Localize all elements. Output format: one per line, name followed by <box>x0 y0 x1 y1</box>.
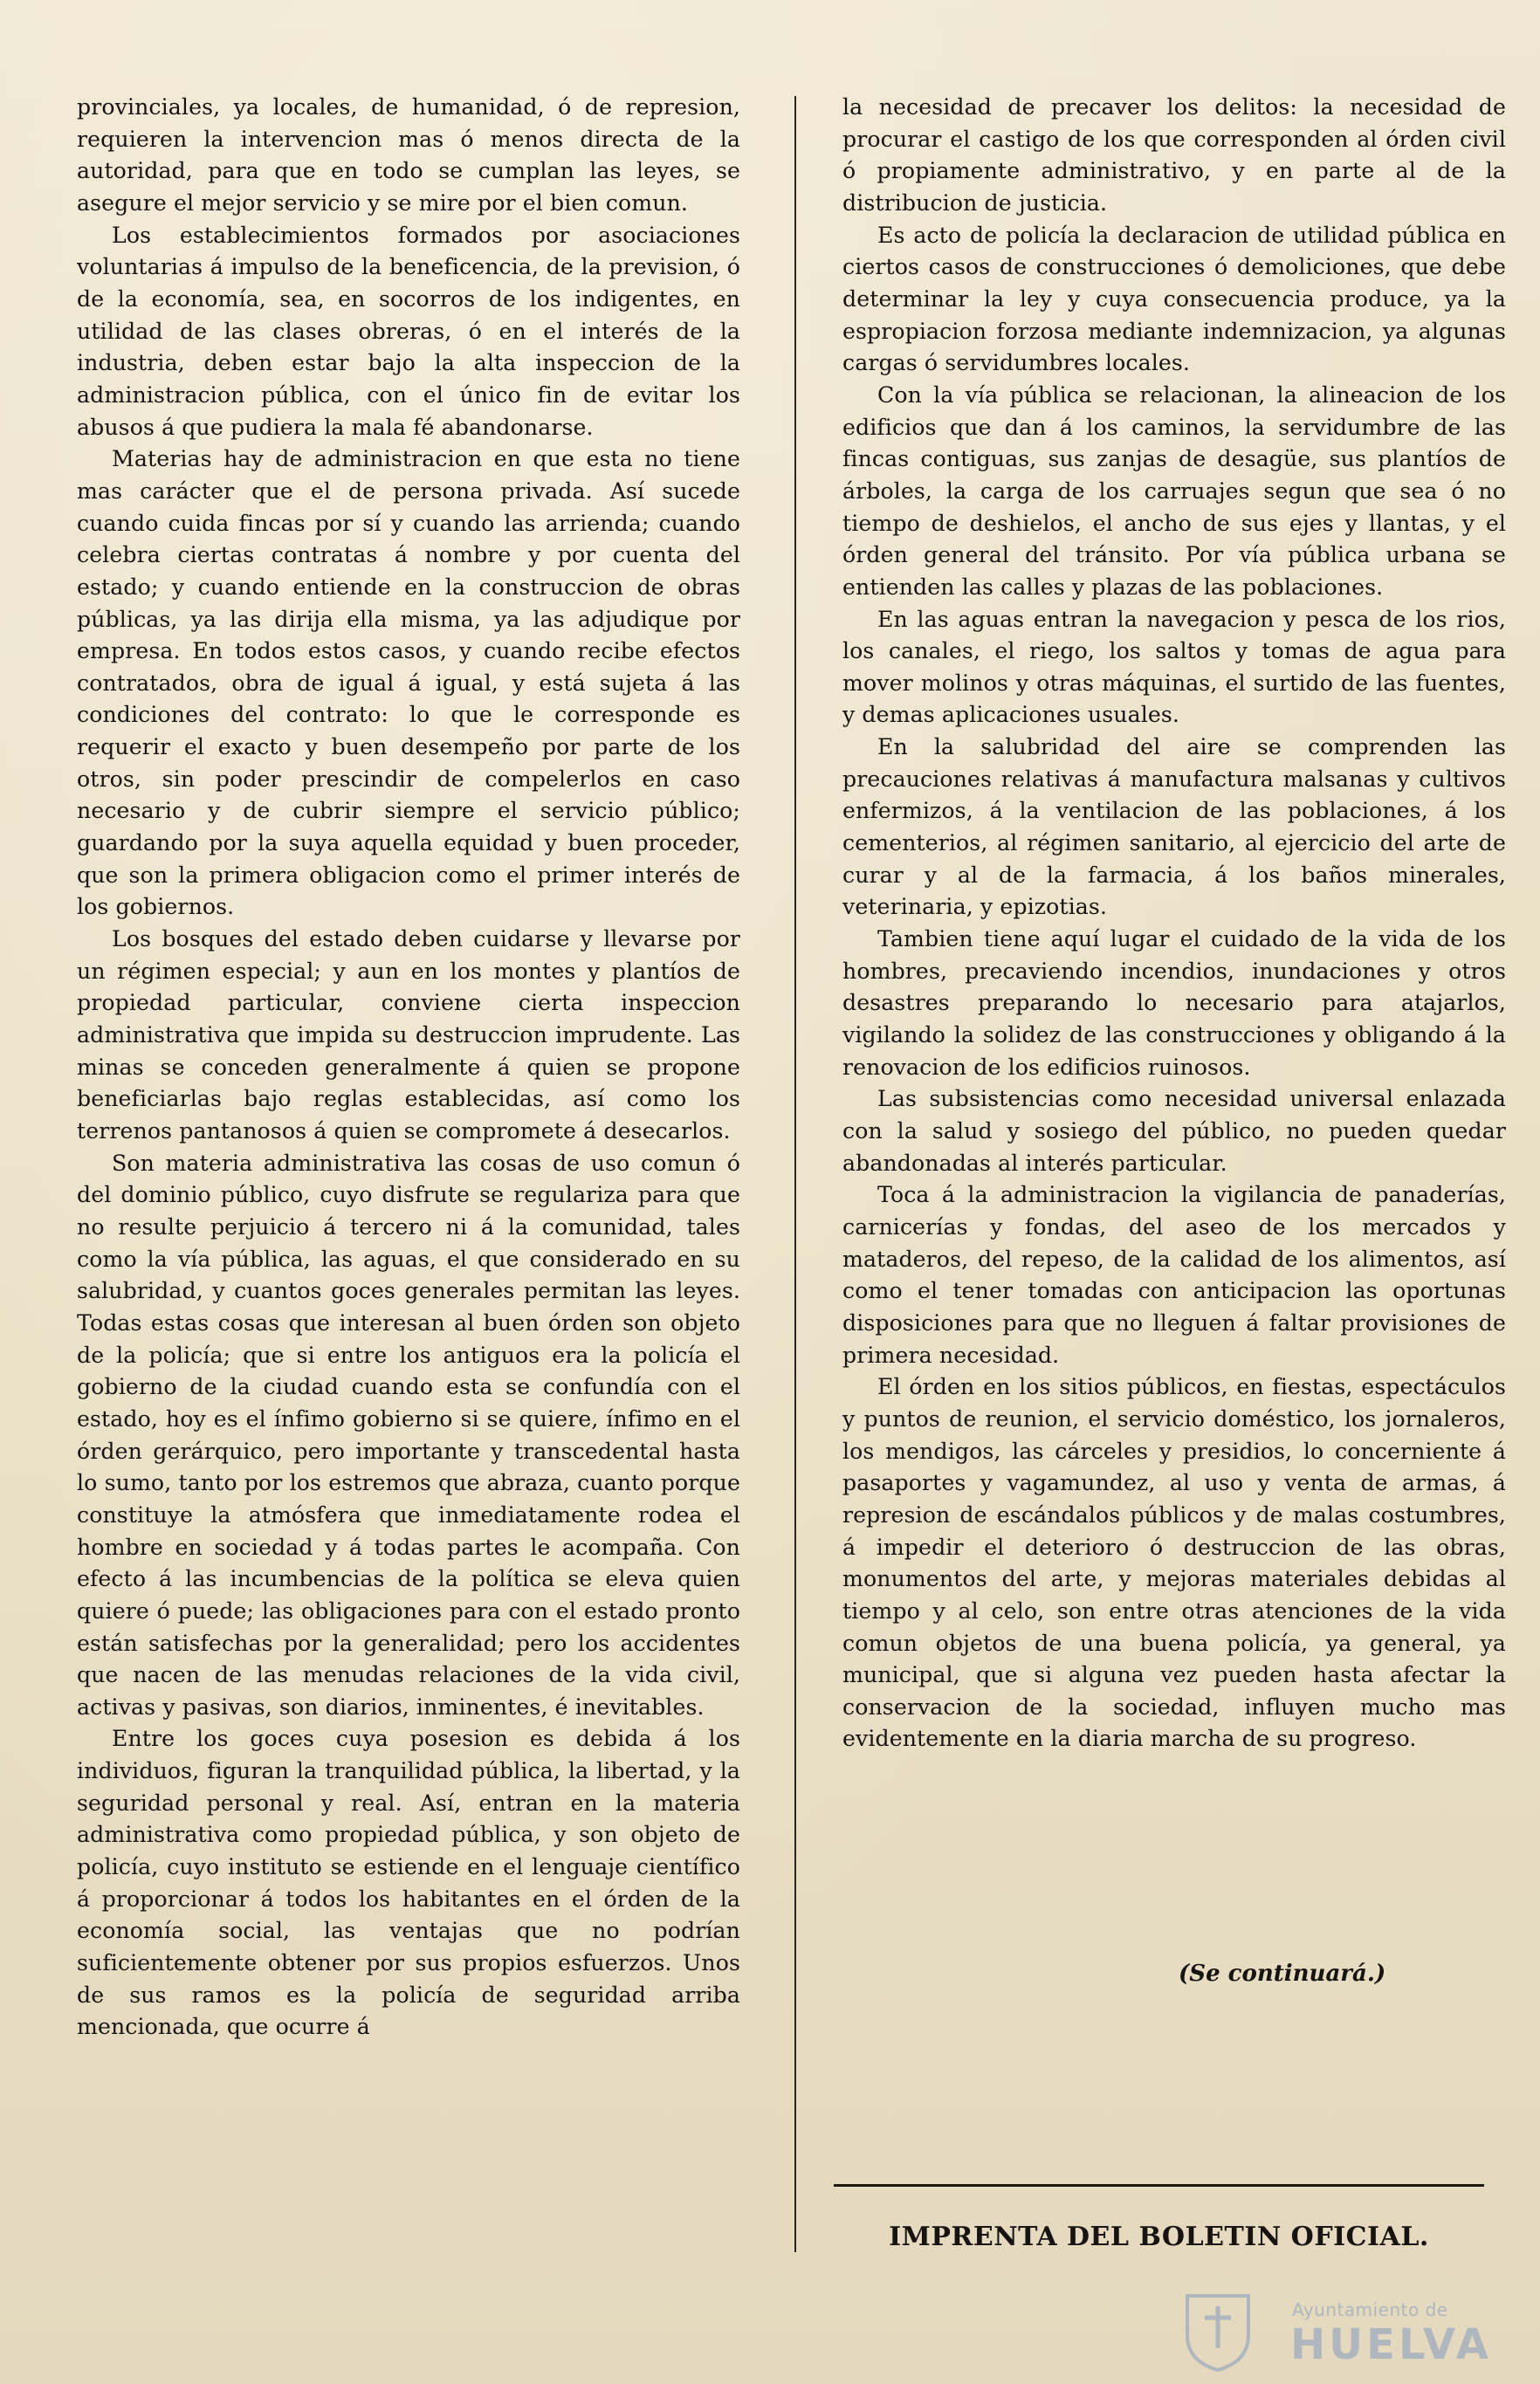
left-column <box>77 92 740 2044</box>
paragraph: Entre los goces cuya posesion es debida á los individuos, figuran la tranquilidad pública, la libertad, y la seguridad personal y real. Así, entran en la materia administrativa como propiedad pública, y son objeto de policía, cuyo instituto se estiende en el lenguaje científico á proporcionar á todos los habitantes en el órden de la economía social, las ventajas que no podrían suficientemente obtener por sus propios esfuerzos. Unos de sus ramos es la policía de seguridad arriba mencionada, que ocurre á <box>77 1726 740 2040</box>
paragraph: En la salubridad del aire se comprenden las precauciones relativas á manufactura malsanas y cultivos enfermizos, á la ventilacion de las poblaciones, á los cementerios, al régimen sanitario, al ejercicio del arte de curar y al de la farmacia, á los baños minerales, veterinaria, y epizotias. <box>842 734 1506 920</box>
watermark-line1: Ayuntamiento de <box>1292 2299 1448 2320</box>
paragraph: Con la vía pública se relacionan, la alineacion de los edificios que dan á los caminos, la servidumbre de las fincas contiguas, sus zanjas de desagüe, sus plantíos de árboles, la carga de los carruajes segun que sea ó no tiempo de deshielos, el ancho de sus ejes y llantas, y el órden general del tránsito. Por vía pública urbana se entienden las calles y plazas de las poblaciones. <box>842 381 1506 600</box>
paragraph: Los bosques del estado deben cuidarse y llevarse por un régimen especial; y aun en los montes y plantíos de propiedad particular, conviene cierta inspeccion administrativa que impida su destruccion imprudente. Las minas se conceden generalmente á quien se propone beneficiarlas bajo reglas establecidas, así como los terrenos pantanosos á quien se compromete á desecarlos. <box>77 926 740 1144</box>
watermark <box>1170 2287 1492 2374</box>
watermark-line2: HUELVA <box>1290 2320 1492 2369</box>
paragraph: Toca á la administracion la vigilancia de panaderías, carnicerías y fondas, del aseo de los mercados y mataderos, del repeso, de la calidad de los alimentos, así como el tener tomadas con anticipacion las oportunas disposiciones para que no lleguen á faltar provisiones de primera necesidad. <box>842 1182 1506 1368</box>
paragraph: Tambien tiene aquí lugar el cuidado de la vida de los hombres, precaviendo incendios, inundaciones y otros desastres preparando lo necesario para atajarlos, vigilando la solidez de las construcciones y obligando á la renovacion de los edificios ruinosos. <box>842 926 1506 1080</box>
paragraph: Las subsistencias como necesidad universal enlazada con la salud y sosiego del público, no pueden quedar abandonadas al interés particular. <box>842 1086 1506 1176</box>
paragraph: Los establecimientos formados por asociaciones voluntarias á impulso de la beneficencia, de la prevision, ó de la economía, sea, en socorros de los indigentes, en utilidad de las clases obreras, ó en el interés de la industria, deben estar bajo la alta inspeccion de la administracion pública, con el único fin de evitar los abusos á que pudiera la mala fé abandonarse. <box>77 222 740 440</box>
paragraph: Son materia administrativa las cosas de uso comun ó del dominio público, cuyo disfrute se regulariza para que no resulte perjuicio á tercero ni á la comunidad, tales como la vía pública, las aguas, el que considerado en su salubridad, y cuantos goces generales permitan las leyes. Todas estas cosas que interesan al buen órden son objeto de la policía; que si entre los antiguos era la policía el gobierno de la ciudad cuando esta se confundía con el estado, hoy es el ínfimo gobierno si se quiere, ínfimo en el órden gerárquico, pero importante y transcedental hasta lo sumo, tanto por los estremos que abraza, cuanto porque constituye la atmósfera que inmediatamente rodea el hombre en sociedad y á todas partes le acompaña. Con efecto á las incumbencias de la política se eleva quien quiere ó puede; las obligaciones para con el estado pronto están satisfechas por la generalidad; pero los accidentes que nacen de las menudas relaciones de la vida civil, activas y pasivas, son diarios, inminentes, é inevitables. <box>77 1150 740 1720</box>
imprint: IMPRENTA DEL BOLETIN OFICIAL. <box>889 2222 1429 2252</box>
paragraph: En las aguas entran la navegacion y pesca de los rios, los canales, el riego, los saltos y tomas de agua para mover molinos y otras máquinas, el surtido de las fuentes, y demas aplicaciones usuales. <box>842 606 1506 728</box>
paragraph: Materias hay de administracion en que esta no tiene mas carácter que el de persona privada. Así sucede cuando cuida fincas por sí y cuando las arrienda; cuando celebra ciertas contratas á nombre y por cuenta del estado; y cuando entiende en la construccion de obras públicas, ya las dirija ella misma, ya las adjudique por empresa. En todos estos casos, y cuando recibe efectos contratados, obra de igual á igual, y está sujeta á las condiciones del contrato: lo que le corresponde es requerir el exacto y buen desempeño por parte de los otros, sin poder prescindir de compelerlos en caso necesario y de cubrir siempre el servicio público; guardando por la suya aquella equidad y buen proceder, que son la primera obligacion como el primer interés de los gobiernos. <box>77 446 740 920</box>
paragraph: El órden en los sitios públicos, en fiestas, espectáculos y puntos de reunion, el servicio doméstico, los jornaleros, los mendigos, las cárceles y presidios, lo concerniente á pasaportes y vagamundez, al uso y venta de armas, á represion de escándalos públicos y de malas costumbres, á impedir el deterioro ó destruccion de las obras, monumentos del arte, y mejoras materiales debidas al tiempo y al celo, son entre otras atenciones de la vida comun objetos de una buena policía, ya general, ya municipal, que si alguna vez pueden hasta afectar la conservacion de la sociedad, influyen mucho mas evidentemente en la diaria marcha de su progreso. <box>842 1374 1506 1752</box>
crest-icon <box>1170 2287 1266 2374</box>
right-column <box>842 92 1506 1755</box>
footer-rule <box>834 2184 1484 2187</box>
continuation-note: (Se continuará.) <box>1179 1961 1386 1987</box>
paragraph: la necesidad de precaver los delitos: la necesidad de procurar el castigo de los que corresponden al órden civil ó propiamente administrativo, y en parte al de la distribucion de justicia. <box>842 94 1506 216</box>
column-divider <box>794 96 796 2252</box>
paragraph: Es acto de policía la declaracion de utilidad pública en ciertos casos de construcciones ó demoliciones, que debe determinar la ley y cuya consecuencia produce, ya la espropiacion forzosa mediante indemnizacion, ya algunas cargas ó servidumbres locales. <box>842 222 1506 376</box>
paragraph: provinciales, ya locales, de humanidad, ó de represion, requieren la intervencion mas ó menos directa de la autoridad, para que en todo se cumplan las leyes, se asegure el mejor servicio y se mire por el bien comun. <box>77 94 740 216</box>
